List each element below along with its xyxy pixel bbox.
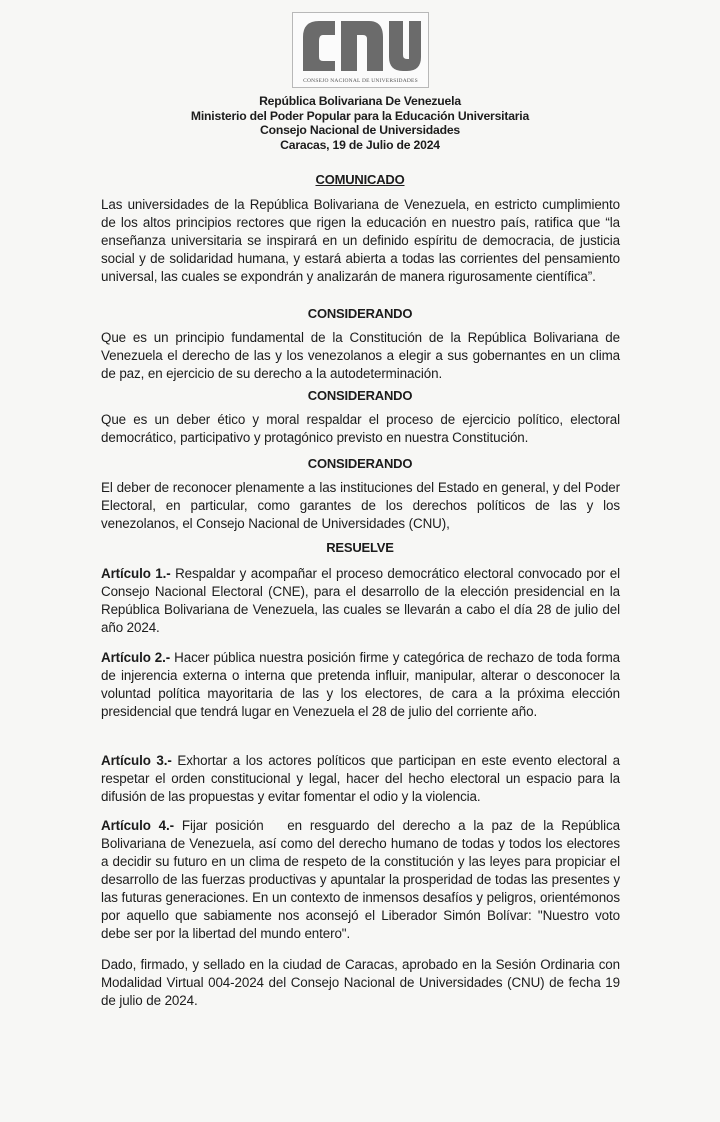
cnu-logo-mark bbox=[297, 17, 425, 75]
header-republic: República Bolivariana De Venezuela bbox=[259, 94, 461, 108]
article-4 bbox=[101, 817, 624, 943]
logo-caption: CONSEJO NACIONAL DE UNIVERSIDADES bbox=[303, 78, 418, 84]
article-3 bbox=[101, 752, 620, 806]
article-1-label: Artículo 1.- bbox=[101, 566, 171, 581]
cnu-logo bbox=[292, 12, 429, 88]
article-4-label: Artículo 4.- bbox=[101, 818, 174, 833]
article-1-text: Respaldar y acompañar el proceso democrático electoral convocado por el Consejo Nacional Electoral (CNE), para el desarrollo de la elección presidencial en la República Bolivariana de Venezuela, las cuales se llevarán a cabo el día 28 de julio del año 2024. bbox=[101, 566, 620, 635]
considerando-text-3: El deber de reconocer plenamente a las instituciones del Estado en general, y del Poder Electoral, en particular, como garantes de los derechos políticos de las y los venezolanos, el Consejo Nacional de Universidades (CNU), bbox=[101, 480, 620, 531]
article-3-text: Exhortar a los actores políticos que participan en este evento electoral a respetar el orden constitucional y legal, hacer del hecho electoral un espacio para la difusión de las propuestas y evitar fomentar el odio y la violencia. bbox=[101, 753, 620, 804]
document-title: COMUNICADO bbox=[315, 172, 405, 187]
considerando-text-2: Que es un deber ético y moral respaldar el proceso de ejercicio político, electoral democrático, participativo y protagónico previsto en nuestra Constitución. bbox=[101, 412, 620, 445]
considerando-heading-2: CONSIDERANDO bbox=[307, 388, 413, 403]
letterhead bbox=[0, 94, 720, 152]
considerando-heading-1: CONSIDERANDO bbox=[307, 306, 413, 321]
considerando-heading-3: CONSIDERANDO bbox=[307, 456, 413, 471]
intro-paragraph: Las universidades de la República Bolivariana de Venezuela, en estricto cumplimiento de los altos principios rectores que rigen la educación en nuestro país, ratifica que “la enseñanza universitaria se inspirará en un definido espíritu de democracia, de justicia social y de solidaridad humana, y estará abierta a todas las corrientes del pensamiento universal, las cuales se expondrán y analizarán de manera rigurosamente científica”. bbox=[101, 197, 620, 284]
header-council: Consejo Nacional de Universidades bbox=[260, 123, 460, 137]
header-ministry: Ministerio del Poder Popular para la Educación Universitaria bbox=[190, 108, 530, 123]
article-1 bbox=[101, 565, 620, 637]
article-3-label: Artículo 3.- bbox=[101, 753, 172, 768]
resuelve-heading: RESUELVE bbox=[326, 540, 394, 555]
header-date: Caracas, 19 de Julio de 2024 bbox=[280, 137, 440, 152]
considerando-text-1: Que es un principio fundamental de la Constitución de la República Bolivariana de Venezuela el derecho de las y los venezolanos a elegir a sus gobernantes en un clima de paz, en ejercicio de su derecho a la autodeterminación. bbox=[101, 330, 620, 381]
article-2 bbox=[101, 649, 620, 721]
article-4-text: Fijar posición en resguardo del derecho a la paz de la República Bolivariana de Venezuela, así como del derecho humano de todas y todos los electores a decidir su futuro en un clima de respeto de la constitución y las leyes para propiciar el desarrollo de las fuerzas productivas y apuntalar la prosperidad de todas las presentes y las futuras generaciones. En un contexto de inmensos desafíos y peligros, orientémonos por aquello que sabiamente nos aconsejó el Liberador Simón Bolívar: "Nuestro voto debe ser por la libertad del mundo entero". bbox=[101, 818, 624, 941]
closing-paragraph: Dado, firmado, y sellado en la ciudad de Caracas, aprobado en la Sesión Ordinaria con Modalidad Virtual 004-2024 del Consejo Nacional de Universidades (CNU) de fecha 19 de julio de 2024. bbox=[101, 957, 620, 1008]
article-2-label: Artículo 2.- bbox=[101, 650, 171, 665]
article-2-text: Hacer pública nuestra posición firme y categórica de rechazo de toda forma de injerencia externa o interna que pretenda influir, manipular, alterar o desconocer la voluntad política mayoritaria de las y los electores, de cara a la próxima elección presidencial que tendrá lugar en Venezuela el 28 de julio del corriente año. bbox=[101, 650, 620, 719]
